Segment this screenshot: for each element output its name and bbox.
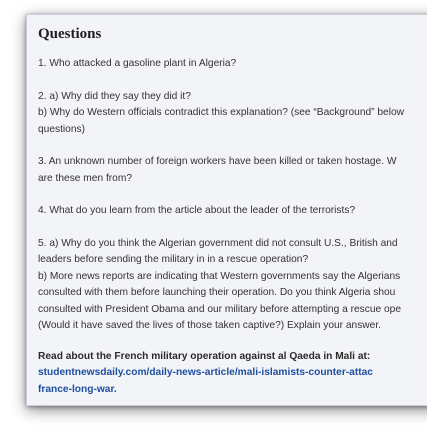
article-link-line-2[interactable]: france-long-war. [38, 383, 117, 395]
question-line: consulted with them before launching their operation. Do you think Algeria shou [38, 287, 396, 298]
question-line: 5. a) Why do you think the Algerian government did not consult U.S., British and [38, 237, 398, 249]
question-line: b) More news reports are indicating that Western governments say the Algerians [38, 270, 401, 282]
question-line: questions) [38, 123, 86, 135]
read-more-section [38, 349, 427, 399]
read-more-text: Read about the French military operation against al Qaeda in Mali at: [38, 350, 371, 362]
questions-panel [26, 14, 427, 406]
question-3 [38, 154, 427, 187]
questions-content [38, 25, 427, 406]
question-2 [38, 89, 427, 139]
question-line: b) Why do Western officials contradict this explanation? (see “Background” below [38, 107, 404, 118]
question-line: 1. Who attacked a gasoline plant in Algeria? [38, 58, 237, 69]
question-line: consulted with President Obama and our military before attempting a rescue ope [38, 303, 401, 315]
question-line: are these men from? [38, 172, 132, 184]
question-line: 2. a) Why did they say they did it? [38, 90, 191, 102]
article-link-line-1[interactable]: studentnewsdaily.com/daily-news-article/mali-islamists-counter-attac [38, 367, 373, 378]
question-line: (Would it have saved the lives of those taken captive?) Explain your answer. [38, 320, 381, 331]
question-line: leaders before sending the military in in a rescue operation? [38, 254, 309, 265]
question-1 [38, 56, 427, 73]
question-5 [38, 236, 427, 335]
question-line: 4. What do you learn from the article about the leader of the terrorists? [38, 205, 356, 216]
question-4 [38, 203, 427, 220]
questions-heading: Questions [38, 26, 102, 42]
question-line: 3. An unknown number of foreign workers have been killed or taken hostage. W [38, 156, 397, 167]
